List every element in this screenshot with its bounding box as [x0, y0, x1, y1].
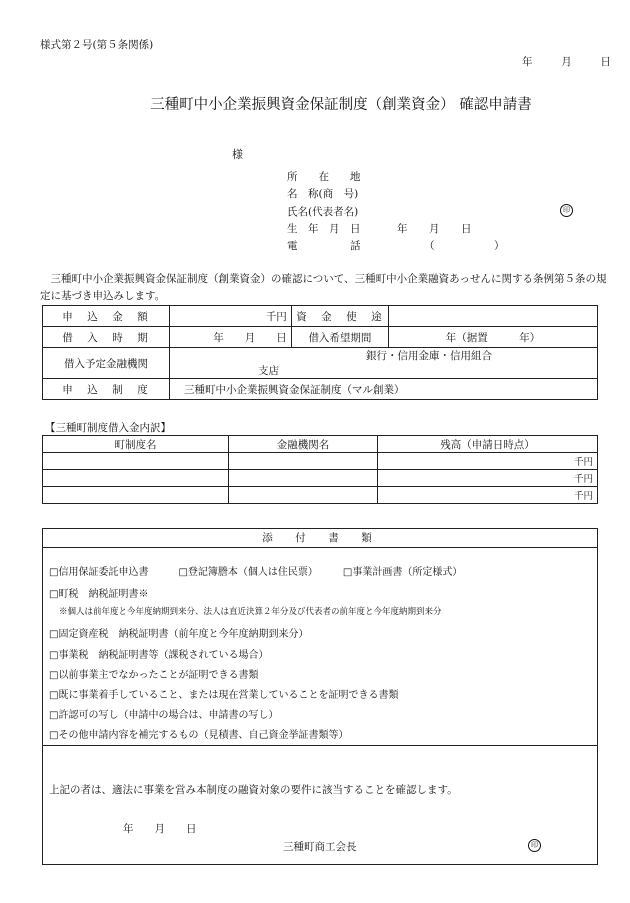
chamber-chair: 三種町商工会長 — [283, 841, 357, 853]
date-month: 月 — [561, 56, 572, 68]
confirmation-text: 上記の者は、適法に事業を営み本制度の融資対象の要件に該当することを確認します。 — [49, 784, 458, 796]
phone-paren-close: ） — [494, 240, 505, 252]
cell-balance[interactable]: 千円 — [378, 453, 598, 470]
attachment-line-4[interactable]: □事業税 納税証明書等（課税されている場合） — [49, 650, 269, 661]
period-field[interactable]: 年 月 日 — [169, 327, 291, 348]
addressee-suffix: 様 — [232, 148, 243, 161]
table-row — [43, 453, 598, 470]
attachment-line-5[interactable]: □以前事業主でなかったことが証明できる書類 — [49, 670, 259, 681]
birth-label: 生 年 月 日 — [287, 223, 361, 235]
phone-label: 電 話 — [287, 240, 361, 252]
attachments-heading: 添 付 書 類 — [43, 529, 597, 548]
birth-month: 月 — [429, 223, 440, 235]
attachment-line-7[interactable]: □許認可の写し（申請中の場合は、申請書の写し） — [49, 710, 279, 721]
submission-date — [522, 54, 611, 69]
page-title: 三種町中小企業振興資金保証制度（創業資金） 確認申請書 — [150, 97, 532, 113]
phone-paren-open: （ — [424, 240, 435, 252]
cell-bank[interactable] — [229, 453, 378, 470]
table-row — [43, 470, 598, 487]
rep-label: 氏名(代表者名) — [287, 206, 359, 218]
attachment-note: ※個人は前年度と今年度納期到来分、法人は直近決算２年分及び代表者の前年度と今年度納期到来分 — [59, 607, 442, 617]
attachment-line-3[interactable]: □固定資産税 納税証明書（前年度と今年度納期到来分） — [49, 629, 309, 640]
birth-day: 日 — [461, 223, 472, 235]
divider — [43, 745, 597, 746]
col-system-name: 町制度名 — [43, 436, 229, 453]
attachment-line-8[interactable]: □その他申請内容を補完するもの（見積書、自己資金挙証書類等） — [49, 730, 349, 741]
cell-system[interactable] — [43, 487, 229, 504]
application-table — [42, 305, 598, 400]
cell-system[interactable] — [43, 453, 229, 470]
bank-label: 借入予定金融機関 — [43, 348, 170, 379]
loan-breakdown-heading: 【三種町制度借入金内訳】 — [45, 422, 171, 434]
attachment-line-1[interactable]: □信用保証委託申込書 □登記簿謄本（個人は住民票） □事業計画書（所定様式） — [49, 567, 463, 578]
cell-bank[interactable] — [229, 487, 378, 504]
system-label: 申 込 制 度 — [43, 379, 170, 400]
term-label: 借入希望期間 — [291, 327, 388, 348]
cell-balance[interactable]: 千円 — [378, 470, 598, 487]
period-label: 借 入 時 期 — [43, 327, 170, 348]
date-year: 年 — [522, 56, 533, 68]
cell-system[interactable] — [43, 470, 229, 487]
form-number: 様式第２号(第５条関係) — [40, 39, 154, 51]
term-field[interactable]: 年（据置 年） — [389, 327, 598, 348]
loan-breakdown-table — [42, 435, 598, 504]
cell-balance[interactable]: 千円 — [378, 487, 598, 504]
confirmation-date: 年 月 日 — [123, 823, 197, 835]
name-label: 名 称(商 号) — [287, 188, 359, 200]
amount-field[interactable] — [169, 306, 291, 327]
attachment-line-6[interactable]: □既に事業着手していること、または現在営業していることを証明できる書類 — [49, 690, 399, 701]
date-day: 日 — [600, 56, 611, 68]
amount-unit: 千円 — [265, 310, 287, 323]
col-bank-name: 金融機関名 — [229, 436, 378, 453]
bank-field[interactable] — [169, 348, 597, 379]
birth-year: 年 — [397, 223, 408, 235]
intro-paragraph: 三種町中小企業振興資金保証制度（創業資金）の確認について、三種町中小企業融資あっせんに関する条例第５条の規定に基づき申込みします。 — [40, 273, 607, 302]
address-label: 所 在 地 — [287, 171, 361, 183]
purpose-label: 資 金 使 途 — [291, 306, 388, 327]
chair-seal: 印 — [528, 839, 541, 852]
table-row — [43, 487, 598, 504]
bank-types: 銀行・信用金庫・信用組合 — [365, 350, 492, 362]
cell-bank[interactable] — [229, 470, 378, 487]
attachments-box — [42, 528, 598, 865]
applicant-seal: 印 — [560, 204, 573, 217]
purpose-field[interactable] — [389, 306, 598, 327]
branch-suffix: 支店 — [257, 365, 279, 377]
col-balance: 残高（申請日時点） — [378, 436, 598, 453]
system-value: 三種町中小企業振興資金保証制度（マル創業） — [169, 379, 597, 400]
attachment-line-2[interactable]: □町税 納税証明書※ — [49, 589, 149, 600]
amount-label: 申 込 金 額 — [43, 306, 170, 327]
